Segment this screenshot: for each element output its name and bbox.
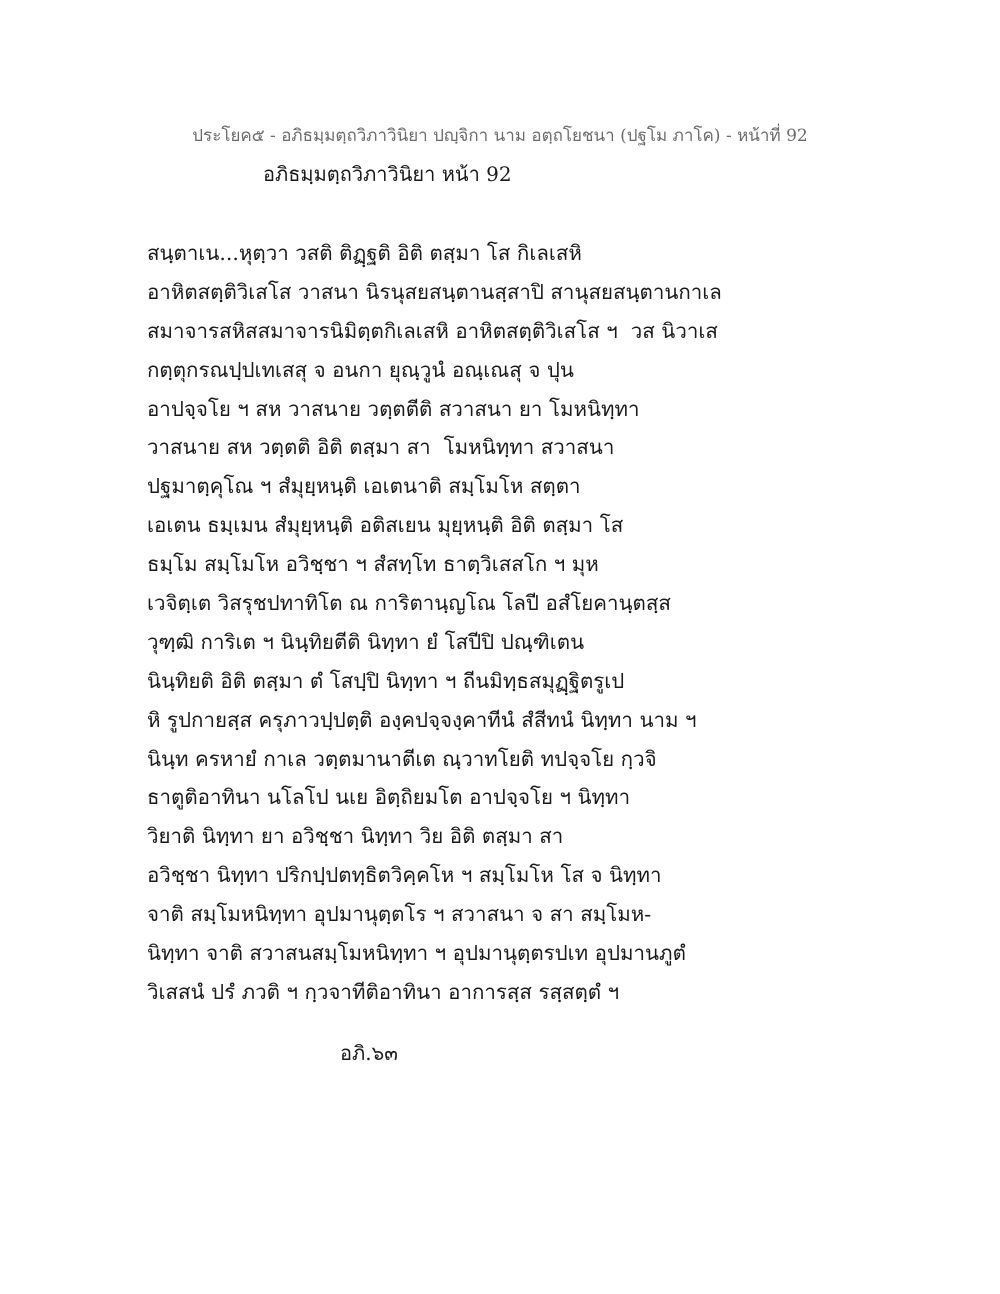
text-line: ปฐมาตฺคุโณ ฯ สํมุยฺหนฺติ เอเตนาติ สมฺโมโห สตฺตา xyxy=(147,474,581,499)
text-line: ธาตูติอาทินา นโลโป นเย อิตฺถิยมโต อาปจฺจโย ฯ นิทฺทา xyxy=(147,785,631,810)
text-line: หิ รูปกายสฺส ครุภาวปฺปตฺติ องฺคปจฺจงฺคาทีนํ สํสีทนํ นิทฺทา นาม ฯ xyxy=(147,707,697,732)
text-line: อาหิตสตฺติวิเสโส วาสนา นิรนุสยสนฺตานสฺสาปิ สานุสยสนฺตานกาเล xyxy=(147,279,722,304)
body-text xyxy=(147,234,867,1012)
running-header: ประโยค๕ - อภิธมฺมตฺถวิภาวินิยา ปญฺจิกา นาม อตฺถโยชนา (ปฐโม ภาโค) - หน้าที่ 92 xyxy=(192,126,808,146)
text-line: เวจิตฺเต วิสรุชปทาทิโต ณ การิตานฺญโณ โลปี อสํโยคานฺตสฺส xyxy=(147,591,671,616)
text-line: วุฑฺฒิ การิเต ฯ นินฺทิยตีติ นิทฺทา ยํ โสปีปิ ปณฺฑิเตน xyxy=(147,629,585,654)
text-line: จาติ สมฺโมหนิทฺทา อุปมานุตฺตโร ฯ สวาสนา จ สา สมฺโมห- xyxy=(147,902,652,927)
text-line: นินฺทิยติ อิติ ตสฺมา ตํ โสปฺปิ นิทฺทา ฯ ถีนมิทฺธสมุฏฺฐิตรูเป xyxy=(147,668,625,693)
text-line: ธมฺโม สมฺโมโห อวิชฺชา ฯ สํสทฺโท ธาตฺวิเสสโก ฯ มุห xyxy=(147,552,599,577)
page-reference: อภิ.๖๓ xyxy=(340,1041,398,1065)
text-line: กตฺตุกรณปฺปเทเสสุ จ อนกา ยุณฺวูนํ อณฺเณสุ จ ปุน xyxy=(147,357,574,382)
text-line: นิทฺทา จาติ สวาสนสมฺโมหนิทฺทา ฯ อุปมานุตฺตรปเท อุปมานภูตํ xyxy=(147,941,686,966)
page-heading: อภิธมฺมตฺถวิภาวินิยา หน้า 92 xyxy=(263,162,512,186)
text-line: วาสนาย สห วตฺตติ อิติ ตสฺมา สา โมหนิทฺทา สวาสนา xyxy=(147,435,615,460)
text-line: อวิชฺชา นิทฺทา ปริกปฺปตทฺธิตวิคฺคโห ฯ สมฺโมโห โส จ นิทฺทา xyxy=(147,863,662,888)
text-line: นินฺท ครหายํ กาเล วตฺตมานาตีเต ณฺวาทโยติ ทปจฺจโย กฺวจิ xyxy=(147,746,657,771)
text-line: สมาจารสหิสสมาจารนิมิตฺตกิเลเสหิ อาหิตสตฺติวิเสโส ฯ วส นิวาเส xyxy=(147,318,718,343)
text-line: สนฺตาเน...หุตฺวา วสติ ติฏฺฐติ อิติ ตสฺมา โส กิเลเสหิ xyxy=(147,241,582,265)
text-line: อาปจฺจโย ฯ สห วาสนาย วตฺตตีติ สวาสนา ยา โมหนิทฺทา xyxy=(147,396,640,421)
text-line: เอเตน ธมฺเมน สํมุยฺหนฺติ อติสเยน มุยฺหนฺติ อิติ ตสฺมา โส xyxy=(147,513,624,538)
text-line: วิยาติ นิทฺทา ยา อวิชฺชา นิทฺทา วิย อิติ ตสฺมา สา xyxy=(147,824,564,849)
text-line: วิเสสนํ ปรํ ภวติ ฯ กฺวจาทีติอาทินา อาการสฺส รสฺสตฺตํ ฯ xyxy=(147,979,620,1004)
